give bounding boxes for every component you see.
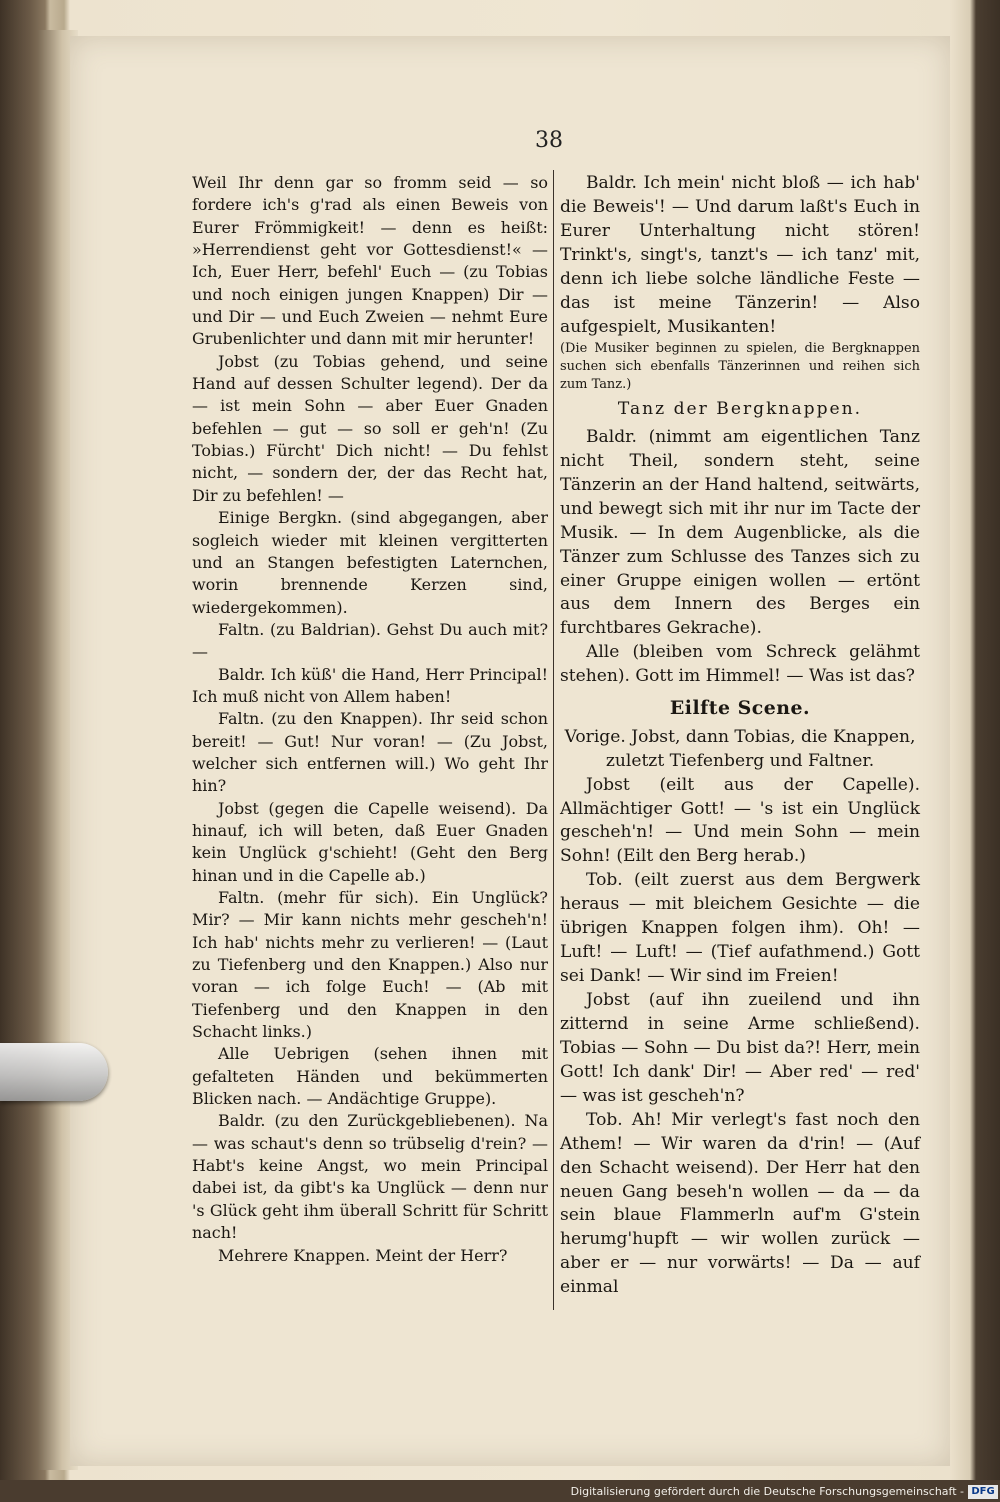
text-paragraph: Baldr. Ich mein' nicht bloß — ich hab' die Beweis'! — Und darum laßt's Euch in Eurer Unterhaltung nicht stören! Trinkt's, singt's, tanzt's — ich tanz' mit, denn ich liebe solche ländliche Feste — das ist meine Tänzerin! — Also aufgespielt, Musikanten! — [560, 173, 920, 337]
text-paragraph: Einige Bergkn. (sind abgegangen, aber sogleich wieder mit kleinen vergitterten und an Stangen befestigten Laternchen, worin brennende Kerzen sind, wiedergekommen). — [192, 508, 548, 617]
dfg-logo: DFG — [968, 1485, 998, 1499]
text-paragraph: Jobst (auf ihn zueilend und ihn zitternd in seine Arme schließend). Tobias — Sohn — Du bist da?! Herr, mein Gott! Ich dank' Dir! — Aber red' — red' — was ist gescheh'n? — [560, 990, 920, 1106]
text-paragraph: Faltn. (zu den Knappen). Ihr seid schon bereit! — Gut! Nur voran! — (Zu Jobst, welcher sich entfernen will.) Wo geht Ihr hin? — [192, 709, 548, 796]
text-paragraph: Weil Ihr denn gar so fromm seid — so fordere ich's g'rad als einen Beweis von Eurer Frömmigkeit! — denn es heißt: »Herrendienst geht vor Gottesdienst!« — Ich, Euer Herr, befehl' Euch — (zu Tobias und noch einigen jungen Knappen) Dir — und Dir — und Euch Zweien — nehmt Eure Grubenlichter und dann mit mir herunter! — [192, 173, 548, 349]
text-paragraph: Alle Uebrigen (sehen ihnen mit gefalteten Händen und bekümmerten Blicken nach. — Andächtige Gruppe). — [192, 1044, 548, 1109]
text-paragraph: Tob. Ah! Mir verlegt's fast noch den Athem! — Wir waren da d'rin! — (Auf den Schacht weisend). Der Herr hat den neuen Gang beseh'n wollen — da — da sein blaue Flammerln auf'm G'stein herumg'hupft — wir wollen zurück — aber er — nur vorwärts! — Da — auf einmal — [560, 1109, 920, 1298]
text-paragraph: Alle (bleiben vom Schreck gelähmt stehen). Gott im Himmel! — Was ist das? — [560, 642, 920, 687]
text-paragraph: Mehrere Knappen. Meint der Herr? — [218, 1245, 508, 1265]
dance-heading: Tanz der Bergknappen. — [617, 398, 863, 419]
text-paragraph: Tob. (eilt zuerst aus dem Bergwerk heraus — mit bleichem Gesichte — die übrigen Knappen folgen ihm). Oh! — Luft! — Luft! — (Tief aufathmend.) Gott sei Dank! — Wir sind im Freien! — [560, 870, 920, 987]
text-paragraph: Baldr. (zu den Zurückgebliebenen). Na — was schaut's denn so trübselig d'rein? — Habt's keine Angst, wo mein Principal dabei ist, da gibt's ka Unglück — denn nur 's Glück geht ihm überall Schritt für Schritt nach! — [192, 1111, 548, 1243]
text-paragraph: Jobst (gegen die Capelle weisend). Da hinauf, ich will beten, daß Euer Gnaden kein Unglück g'schieht! (Geht den Berg hinan und in die Capelle ab.) — [192, 798, 548, 885]
text-paragraph: Jobst (eilt aus der Capelle). Allmächtiger Gott! — 's ist ein Unglück gescheh'n! — Und mein Sohn — mein Sohn! (Eilt den Berg herab.) — [560, 774, 920, 867]
footer-credit: Digitalisierung gefördert durch die Deutsche Forschungsgemeinschaft - — [570, 1485, 964, 1498]
scene-heading: Eilfte Scene. — [669, 697, 811, 720]
text-paragraph: (Die Musiker beginnen zu spielen, die Bergknappen suchen sich ebenfalls Tänzerinnen und reihen sich zum Tanz.) — [560, 340, 920, 392]
text-paragraph: Jobst (zu Tobias gehend, und seine Hand auf dessen Schulter legend). Der da — ist mein Sohn — aber Euer Gnaden befehlen — gut — so soll er geh'n! (Zu Tobias.) Fürcht' Dich nicht! — Du fehlst nicht, — sondern der, der das Recht hat, Dir zu befehlen! — — [192, 351, 548, 505]
text-paragraph: Faltn. (zu Baldrian). Gehst Du auch mit? — — [192, 619, 548, 662]
column-divider — [553, 170, 554, 1310]
left-text-column — [192, 172, 548, 1267]
page-number: 38 — [535, 128, 563, 153]
right-text-column — [560, 172, 920, 1300]
text-paragraph: Baldr. (nimmt am eigentlichen Tanz nicht Theil, sondern steht, seine Tänzerin an der Hand haltend, seitwärts, und bewegt sich mit ihr nur im Tacte der Musik. — In dem Augenblicke, als die Tänzer zum Schlusse des Tanzes sich zu einer Gruppe einigen wollen — ertönt aus dem Innern des Berges ein furchtbares Gekrache). — [560, 426, 920, 639]
page-bookmark-tab[interactable] — [0, 1043, 108, 1101]
text-paragraph: Vorige. Jobst, dann Tobias, die Knappen, zuletzt Tiefenberg und Faltner. — [564, 726, 916, 771]
text-paragraph: Baldr. Ich küß' die Hand, Herr Principal! Ich muß nicht von Allem haben! — [192, 664, 548, 706]
text-paragraph: Faltn. (mehr für sich). Ein Unglück? Mir? — Mir kann nichts mehr gescheh'n! Ich hab' nichts mehr zu verlieren! — (Laut zu Tiefenberg und den Knappen.) Also nur voran — ich folge Euch! — (Ab mit Tiefenberg und den Knappen in den Schacht links.) — [192, 888, 548, 1042]
